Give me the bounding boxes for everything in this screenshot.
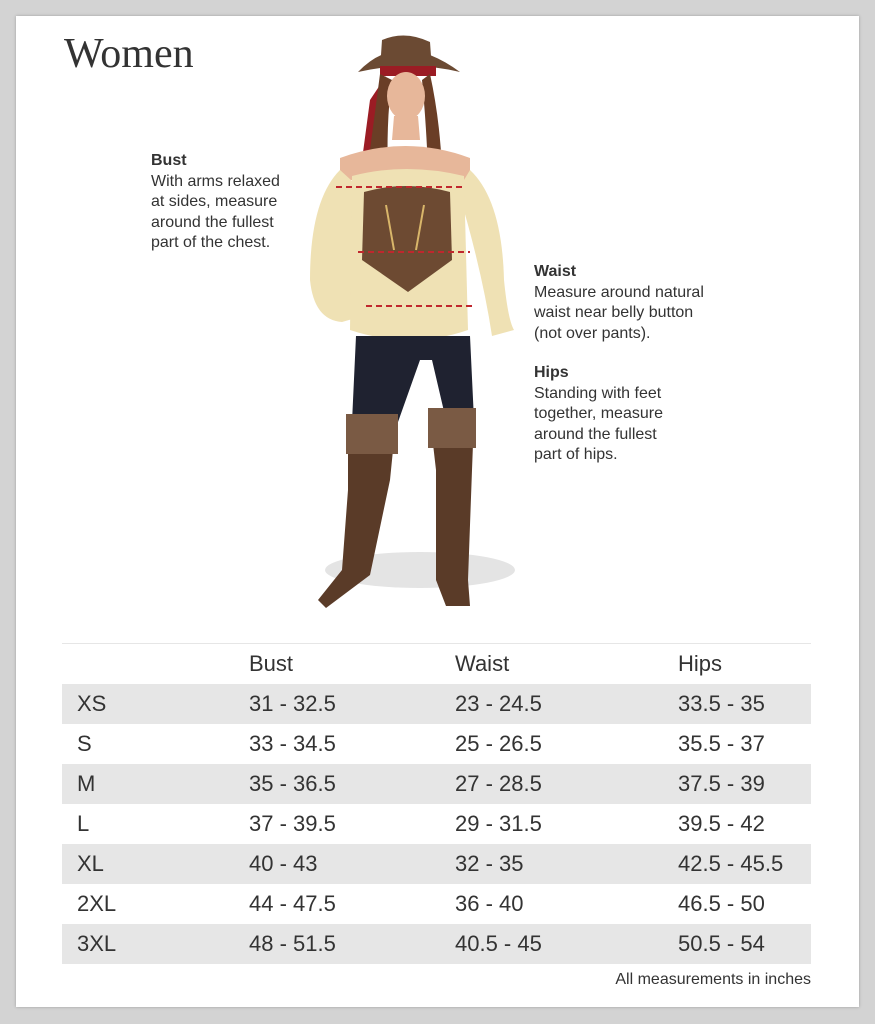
bust-cell: 44 - 47.5: [249, 891, 336, 916]
bust-heading: Bust: [151, 152, 187, 169]
table-header-row: [62, 644, 811, 685]
hips-note: [534, 363, 663, 466]
waist-note: [534, 262, 704, 344]
size-cell: 2XL: [77, 891, 117, 916]
hips-heading: Hips: [534, 364, 569, 381]
size-cell: 3XL: [77, 931, 117, 956]
table-row: [62, 844, 811, 884]
waist-heading: Waist: [534, 263, 577, 280]
size-cell: S: [77, 731, 92, 756]
size-cell: XL: [77, 851, 104, 876]
bust-cell: 40 - 43: [249, 851, 318, 876]
pirate-costume-model-image: [270, 30, 530, 620]
hips-cell: 46.5 - 50: [678, 891, 765, 916]
waist-cell: 29 - 31.5: [455, 811, 542, 836]
bust-cell: 35 - 36.5: [249, 771, 336, 796]
bust-line: at sides, measure: [151, 193, 278, 210]
hips-line: part of hips.: [534, 446, 618, 463]
table-row: [62, 764, 811, 804]
waist-line: waist near belly button: [534, 304, 694, 321]
bust-line: around the fullest: [151, 213, 274, 231]
waist-cell: 25 - 26.5: [455, 731, 542, 756]
size-table: [62, 643, 811, 964]
measurement-footnote: All measurements in inches: [615, 971, 811, 988]
hips-cell: 33.5 - 35: [678, 691, 765, 716]
hips-line: around the fullest: [534, 425, 657, 443]
bust-line: With arms relaxed: [151, 172, 280, 190]
size-cell: L: [77, 811, 90, 836]
waist-line: Measure around natural: [534, 283, 704, 301]
hips-cell: 42.5 - 45.5: [678, 851, 784, 876]
table-row: [62, 684, 811, 724]
bust-cell: 31 - 32.5: [249, 691, 336, 716]
bust-line: part of the chest.: [151, 234, 271, 251]
hips-cell: 39.5 - 42: [678, 811, 765, 836]
waist-cell: 40.5 - 45: [455, 931, 542, 956]
hips-line: together, measure: [534, 405, 663, 422]
table-row: [62, 924, 811, 964]
hips-cell: 50.5 - 54: [678, 931, 765, 956]
bust-cell: 37 - 39.5: [249, 811, 336, 836]
header-hips: Hips: [678, 651, 723, 676]
bust-note: [151, 151, 280, 254]
hips-line: Standing with feet: [534, 384, 662, 402]
table-row: [62, 724, 811, 764]
hips-cell: 35.5 - 37: [678, 731, 765, 756]
hips-cell: 37.5 - 39: [678, 771, 765, 796]
waist-cell: 32 - 35: [455, 851, 524, 876]
table-row: [62, 804, 811, 844]
waist-line: (not over pants).: [534, 324, 651, 342]
waist-cell: 27 - 28.5: [455, 771, 542, 796]
header-size: [62, 644, 249, 685]
header-waist: Waist: [455, 651, 510, 676]
page-title: Women: [64, 31, 194, 77]
bust-cell: 33 - 34.5: [249, 731, 336, 756]
bust-cell: 48 - 51.5: [249, 931, 336, 956]
header-bust: Bust: [249, 651, 294, 676]
waist-cell: 36 - 40: [455, 891, 524, 916]
table-row: [62, 884, 811, 924]
size-cell: XS: [77, 691, 107, 716]
waist-cell: 23 - 24.5: [455, 691, 542, 716]
size-cell: M: [77, 771, 96, 796]
